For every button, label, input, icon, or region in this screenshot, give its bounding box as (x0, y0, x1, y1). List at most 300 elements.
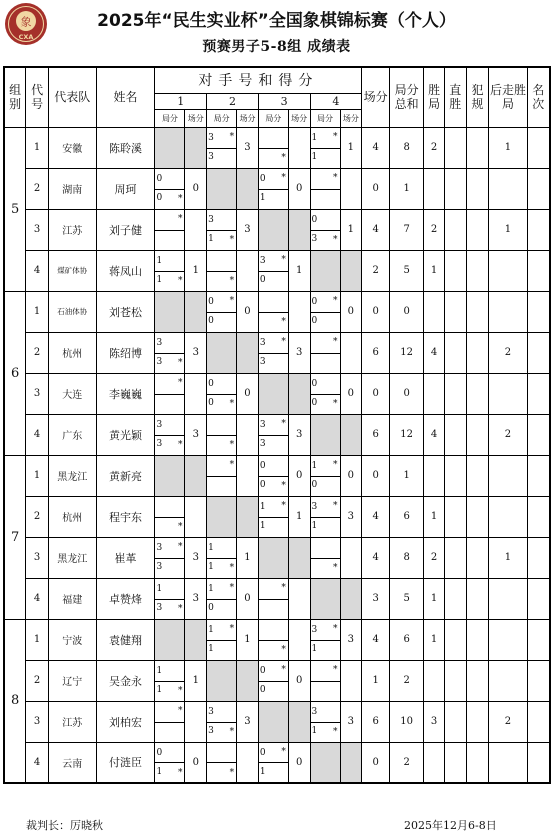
cell-divider (311, 722, 340, 723)
cell-divider (311, 353, 340, 354)
table-row (4, 209, 550, 250)
self-match-cell (340, 414, 362, 455)
game-points-cell (207, 619, 237, 660)
first-game-points: 3 (156, 337, 163, 348)
wins: 3 (424, 701, 445, 742)
straight-wins (444, 701, 466, 742)
header-group: 组别 (4, 67, 26, 127)
wins: 1 (424, 250, 445, 291)
player-team: 辽宁 (48, 660, 96, 701)
player-team: 黑龙江 (48, 537, 96, 578)
cell-divider (207, 271, 236, 272)
player-code: 1 (26, 455, 49, 496)
second-move-wins (489, 455, 527, 496)
game-points-cell (310, 537, 340, 578)
cell-divider (311, 681, 340, 682)
rank (527, 373, 550, 414)
color-marker: * (333, 562, 338, 573)
header-match-points: 场分 (185, 109, 207, 127)
self-match-cell (258, 537, 288, 578)
header-match_total: 场分 (362, 67, 390, 127)
second-move-wins (489, 291, 527, 332)
match-points-cell (288, 291, 310, 332)
cell-divider (259, 435, 288, 436)
second-game-points: 1 (259, 766, 266, 777)
player-code: 4 (26, 414, 49, 455)
color-marker: * (177, 193, 183, 204)
fouls (466, 660, 489, 701)
date-label: 2025年12月6-8日 (404, 819, 497, 832)
total-game-points: 2 (390, 660, 424, 701)
straight-wins (444, 291, 466, 332)
cell-divider (207, 230, 236, 231)
match-points-cell (340, 537, 362, 578)
color-marker: * (333, 500, 338, 511)
fouls (466, 209, 489, 250)
second-game-points: 1 (311, 725, 318, 736)
match-points-cell (185, 701, 207, 742)
second-move-wins (489, 373, 527, 414)
first-game-points: 0 (208, 296, 214, 307)
cell-divider (311, 517, 340, 518)
color-marker: * (333, 459, 338, 470)
wins (424, 373, 445, 414)
game-points-cell (310, 332, 340, 373)
cell-divider (155, 230, 184, 231)
second-move-wins: 2 (489, 332, 527, 373)
player-code: 4 (26, 250, 49, 291)
second-move-wins (489, 496, 527, 537)
game-points-cell (155, 332, 185, 373)
player-code: 3 (26, 209, 49, 250)
self-match-cell (310, 414, 340, 455)
color-marker: * (333, 234, 338, 245)
match-points-cell: 0 (340, 373, 362, 414)
first-game-points: 1 (259, 501, 266, 512)
game-points-cell (207, 455, 237, 496)
game-points-cell (207, 701, 237, 742)
cell-divider (311, 394, 340, 395)
match-points-cell: 3 (340, 496, 362, 537)
table-row (4, 373, 550, 414)
fouls (466, 168, 489, 209)
game-points-cell (258, 250, 288, 291)
second-move-wins (489, 660, 527, 701)
self-match-cell (288, 209, 310, 250)
total-match-points: 0 (362, 373, 390, 414)
second-game-points: 1 (156, 684, 163, 695)
player-team: 江苏 (48, 209, 96, 250)
player-code: 2 (26, 168, 49, 209)
header-game-points: 局分 (207, 109, 237, 127)
first-game-points: 3 (208, 214, 214, 225)
self-match-cell (185, 127, 207, 168)
wins (424, 660, 445, 701)
self-match-cell (155, 455, 185, 496)
results-table (3, 66, 551, 784)
first-game-points: 1 (311, 460, 318, 471)
self-match-cell (237, 660, 259, 701)
cell-divider (207, 722, 236, 723)
header-round-2: 2 (207, 93, 259, 109)
game-points-cell (310, 701, 340, 742)
rank (527, 619, 550, 660)
first-game-points: 0 (259, 173, 266, 184)
game-points-cell (310, 127, 340, 168)
match-points-cell: 1 (340, 209, 362, 250)
second-move-wins: 2 (489, 414, 527, 455)
color-marker: * (281, 480, 286, 491)
first-game-points: 0 (311, 296, 318, 307)
header-name: 姓名 (96, 67, 155, 127)
second-game-points: 3 (156, 602, 163, 613)
player-code: 2 (26, 660, 49, 701)
total-game-points: 12 (390, 332, 424, 373)
game-points-cell (155, 660, 185, 701)
game-points-cell (155, 414, 185, 455)
header-code: 代号 (26, 67, 49, 127)
match-points-cell: 0 (288, 660, 310, 701)
total-game-points: 12 (390, 414, 424, 455)
wins (424, 291, 445, 332)
color-marker: * (281, 746, 286, 757)
cell-divider (311, 189, 340, 190)
cell-divider (259, 640, 288, 641)
color-marker: * (333, 336, 338, 347)
first-game-points: 3 (311, 624, 318, 635)
wins: 1 (424, 578, 445, 619)
header-match-points: 场分 (340, 109, 362, 127)
self-match-cell (237, 168, 259, 209)
cell-divider (207, 558, 236, 559)
second-move-wins: 1 (489, 127, 527, 168)
header-game-points: 局分 (155, 109, 185, 127)
self-match-cell (340, 578, 362, 619)
total-match-points: 4 (362, 127, 390, 168)
color-marker: * (177, 685, 183, 696)
color-marker: * (281, 418, 286, 429)
self-match-cell (185, 455, 207, 496)
player-team: 黑龙江 (48, 455, 96, 496)
cell-divider (311, 312, 340, 313)
total-game-points: 6 (390, 619, 424, 660)
header-game-points: 局分 (258, 109, 288, 127)
total-game-points: 0 (390, 373, 424, 414)
first-game-points: 1 (208, 583, 214, 594)
second-game-points: 0 (156, 192, 163, 203)
match-points-cell (185, 373, 207, 414)
match-points-cell: 0 (288, 168, 310, 209)
self-match-cell (207, 660, 237, 701)
second-game-points: 0 (208, 397, 214, 408)
match-points-cell (237, 250, 259, 291)
game-points-cell (207, 291, 237, 332)
color-marker: * (229, 295, 235, 306)
header-second_wins: 后走胜局 (489, 67, 527, 127)
match-points-cell: 1 (185, 250, 207, 291)
color-marker: * (177, 213, 183, 224)
player-team: 江苏 (48, 701, 96, 742)
straight-wins (444, 619, 466, 660)
page-subtitle: 预赛男子5-8组 成绩表 (202, 39, 351, 55)
second-game-points: 3 (156, 356, 163, 367)
cell-divider (259, 762, 288, 763)
second-game-points: 3 (311, 233, 318, 244)
game-points-cell (155, 496, 185, 537)
first-game-points: 0 (259, 747, 266, 758)
total-game-points: 10 (390, 701, 424, 742)
rank (527, 332, 550, 373)
self-match-cell (310, 578, 340, 619)
second-game-points: 3 (259, 356, 266, 367)
rank (527, 250, 550, 291)
match-points-cell (340, 332, 362, 373)
match-points-cell: 3 (185, 578, 207, 619)
player-code: 4 (26, 742, 49, 783)
table-row (4, 619, 550, 660)
cell-divider (207, 762, 236, 763)
game-points-cell (258, 455, 288, 496)
first-game-points: 0 (311, 378, 318, 389)
first-game-points: 3 (259, 337, 266, 348)
player-team: 湖南 (48, 168, 96, 209)
fouls (466, 619, 489, 660)
color-marker: * (281, 152, 286, 163)
player-team: 云南 (48, 742, 96, 783)
match-points-cell: 3 (288, 414, 310, 455)
second-game-points: 1 (311, 643, 318, 654)
second-game-points: 3 (208, 725, 214, 736)
game-points-cell (310, 496, 340, 537)
player-name: 卓赞烽 (96, 578, 155, 619)
color-marker: * (229, 767, 235, 778)
first-game-points: 0 (259, 460, 266, 471)
game-points-cell (310, 373, 340, 414)
first-game-points: 3 (311, 501, 318, 512)
color-marker: * (281, 316, 286, 327)
self-match-cell (288, 701, 310, 742)
total-game-points: 5 (390, 250, 424, 291)
cell-divider (259, 353, 288, 354)
cell-divider (259, 148, 288, 149)
player-code: 3 (26, 373, 49, 414)
player-name: 黄新亮 (96, 455, 155, 496)
total-match-points: 0 (362, 168, 390, 209)
match-points-cell: 3 (185, 537, 207, 578)
total-game-points: 1 (390, 455, 424, 496)
player-team: 大连 (48, 373, 96, 414)
game-points-cell (207, 250, 237, 291)
cell-divider (155, 599, 184, 600)
total-match-points: 1 (362, 660, 390, 701)
player-name: 陈绍博 (96, 332, 155, 373)
straight-wins (444, 414, 466, 455)
total-game-points: 2 (390, 742, 424, 783)
match-points-cell: 0 (237, 578, 259, 619)
player-team: 安徽 (48, 127, 96, 168)
color-marker: * (229, 623, 235, 634)
total-game-points: 1 (390, 168, 424, 209)
table-row (4, 578, 550, 619)
game-points-cell (207, 373, 237, 414)
page-title: 2025年“民生实业杯”全国象棋锦标赛（个人） (97, 11, 456, 31)
color-marker: * (229, 131, 235, 142)
wins: 4 (424, 414, 445, 455)
player-code: 1 (26, 127, 49, 168)
match-points-cell: 0 (288, 742, 310, 783)
cell-divider (155, 681, 184, 682)
self-match-cell (155, 619, 185, 660)
total-match-points: 6 (362, 332, 390, 373)
total-match-points: 4 (362, 209, 390, 250)
wins (424, 455, 445, 496)
first-game-points: 3 (156, 419, 163, 430)
color-marker: * (229, 234, 235, 245)
fouls (466, 332, 489, 373)
second-game-points: 0 (259, 274, 266, 285)
cell-divider (311, 558, 340, 559)
match-points-cell: 0 (288, 455, 310, 496)
color-marker: * (229, 562, 235, 573)
self-match-cell (310, 742, 340, 783)
table-row (4, 496, 550, 537)
color-marker: * (177, 377, 183, 388)
rank (527, 660, 550, 701)
game-points-cell (258, 578, 288, 619)
cell-divider (155, 271, 184, 272)
straight-wins (444, 250, 466, 291)
second-game-points: 3 (156, 438, 163, 449)
game-points-cell (155, 373, 185, 414)
cell-divider (155, 517, 184, 518)
rank (527, 168, 550, 209)
player-name: 李巍巍 (96, 373, 155, 414)
cell-divider (311, 476, 340, 477)
self-match-cell (207, 496, 237, 537)
match-points-cell: 3 (340, 619, 362, 660)
color-marker: * (229, 275, 235, 286)
player-code: 1 (26, 291, 49, 332)
match-points-cell: 0 (185, 168, 207, 209)
second-game-points: 0 (311, 397, 318, 408)
first-game-points: 1 (208, 624, 214, 635)
second-move-wins: 2 (489, 701, 527, 742)
straight-wins (444, 332, 466, 373)
color-marker: * (333, 295, 338, 306)
table-row (4, 701, 550, 742)
game-points-cell (155, 701, 185, 742)
cell-divider (311, 230, 340, 231)
player-team: 宁波 (48, 619, 96, 660)
second-game-points: 3 (208, 151, 214, 162)
table-row (4, 332, 550, 373)
game-points-cell (258, 414, 288, 455)
cell-divider (259, 189, 288, 190)
wins: 1 (424, 619, 445, 660)
color-marker: * (177, 767, 183, 778)
cell-divider (207, 640, 236, 641)
header-round-1: 1 (155, 93, 207, 109)
header-game_total: 局分总和 (390, 67, 424, 127)
match-points-cell: 3 (237, 209, 259, 250)
match-points-cell (288, 578, 310, 619)
fouls (466, 742, 489, 783)
game-points-cell (258, 496, 288, 537)
player-name: 周珂 (96, 168, 155, 209)
game-points-cell (155, 209, 185, 250)
wins: 2 (424, 537, 445, 578)
color-marker: * (177, 705, 183, 716)
match-points-cell: 3 (237, 127, 259, 168)
table-row (4, 127, 550, 168)
match-points-cell: 3 (185, 332, 207, 373)
group-number: 5 (4, 127, 26, 291)
match-points-cell (340, 168, 362, 209)
color-marker: * (281, 644, 286, 655)
game-points-cell (207, 414, 237, 455)
match-points-cell (288, 127, 310, 168)
header-match-points: 场分 (237, 109, 259, 127)
first-game-points: 3 (259, 419, 266, 430)
table-row (4, 250, 550, 291)
cell-divider (207, 476, 236, 477)
player-name: 蒋凤山 (96, 250, 155, 291)
player-name: 陈聆溪 (96, 127, 155, 168)
header-fouls: 犯规 (466, 67, 489, 127)
rank (527, 414, 550, 455)
header-game-points: 局分 (310, 109, 340, 127)
table-row (4, 537, 550, 578)
rank (527, 742, 550, 783)
cell-divider (311, 640, 340, 641)
cell-divider (259, 312, 288, 313)
color-marker: * (333, 726, 338, 737)
second-move-wins (489, 578, 527, 619)
fouls (466, 578, 489, 619)
player-code: 4 (26, 578, 49, 619)
first-game-points: 1 (156, 583, 163, 594)
rank (527, 537, 550, 578)
game-points-cell (155, 742, 185, 783)
total-match-points: 4 (362, 496, 390, 537)
game-points-cell (155, 578, 185, 619)
player-name: 黄光颖 (96, 414, 155, 455)
cell-divider (207, 148, 236, 149)
rank (527, 455, 550, 496)
cell-divider (311, 148, 340, 149)
first-game-points: 0 (208, 378, 214, 389)
cell-divider (259, 599, 288, 600)
logo-glyph: 象 (20, 15, 32, 29)
self-match-cell (207, 332, 237, 373)
total-match-points: 0 (362, 291, 390, 332)
wins (424, 168, 445, 209)
second-game-points: 1 (156, 274, 163, 285)
second-game-points: 0 (208, 315, 214, 326)
straight-wins (444, 660, 466, 701)
total-match-points: 3 (362, 578, 390, 619)
straight-wins (444, 537, 466, 578)
self-match-cell (185, 619, 207, 660)
table-row (4, 455, 550, 496)
table-row (4, 291, 550, 332)
first-game-points: 1 (208, 542, 214, 553)
header-round-3: 3 (258, 93, 310, 109)
second-game-points: 1 (208, 643, 214, 654)
second-move-wins: 1 (489, 209, 527, 250)
game-points-cell (310, 455, 340, 496)
fouls (466, 414, 489, 455)
